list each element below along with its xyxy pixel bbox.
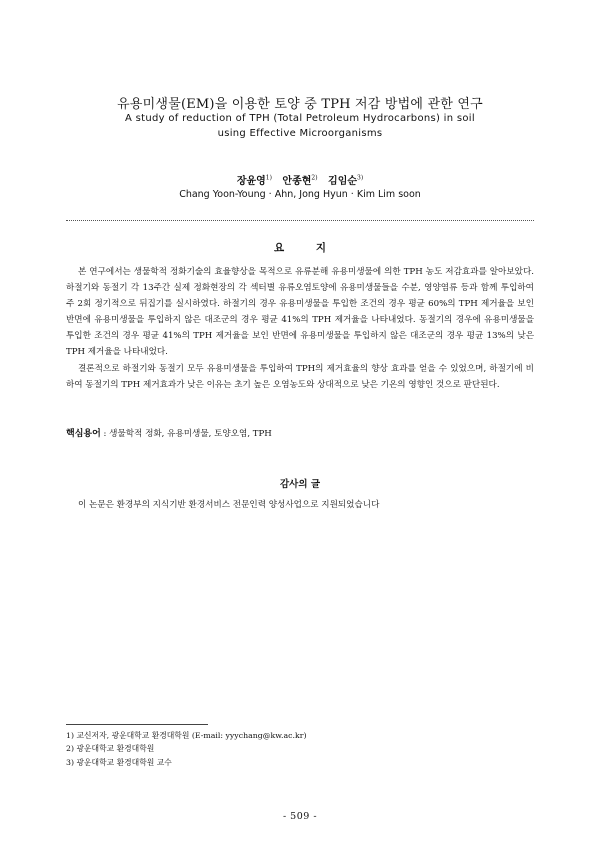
abstract-heading: 요 지 xyxy=(274,242,340,254)
author-name: 김임순 xyxy=(328,176,358,187)
footnote: 2) 광운대학교 환경대학원 xyxy=(66,744,155,754)
authors-english: Chang Yoon-Young · Ahn, Jong Hyun · Kim Lim soon xyxy=(179,189,421,200)
footnote: 1) 교신저자, 광운대학교 환경대학원 (E-mail: yyychang@kw.ac.kr) xyxy=(66,731,307,740)
author-name: 장윤영 xyxy=(236,176,266,187)
keywords-label: 핵심용어 xyxy=(66,429,101,439)
footnote: 3) 광운대학교 환경대학원 교수 xyxy=(66,757,172,767)
section-divider xyxy=(66,220,534,221)
keywords xyxy=(66,426,534,439)
page-number: - 509 - xyxy=(282,811,318,822)
paper-title-korean: 유용미생물(EM)을 이용한 토양 중 TPH 저감 방법에 관한 연구 xyxy=(117,97,483,112)
abstract-paragraph: 본 연구에서는 생물학적 정화기술의 효율향상을 목적으로 유류분해 유용미생물에 의한 TPH 농도 저감효과를 알아보았다. 하절기와 동절기 각 13주간 실제 정화현장의 각 섹터별 유류오염토양에 유용미생물들을 수분, 영양염류 등과 함께 투입하여 주 2회 정기적으로 뒤집기를 실시하였다. 하절기의 경우 유용미생물을 투입한 조건의 경우 평균 60%의 TPH 제거율을 보인 반면에 유용미생물을 투입하지 않은 대조군의 경우 평균 41%의 TPH 제거율을 나타내었다. 동절기의 경우에 유용미생물을 투입한 조건의 경우 평균 41%의 TPH 제거율을 보인 반면에 유용미생물을 투입하지 않은 대조군의 경우 평균 13%의 낮은 TPH 제거율을 나타내었다. xyxy=(66,267,534,358)
acknowledgement-body: 이 논문은 환경부의 지식기반 환경서비스 전문인력 양성사업으로 지원되었습니다 xyxy=(78,500,380,510)
abstract-paragraph: 결론적으로 하절기와 동절기 모두 유용미생물을 투입하여 TPH의 제거효율의 향상 효과를 얻을 수 있었으며, 하절기에 비하여 동절기의 TPH 제거효과가 낮은 이유는 초기 높은 오염농도와 상대적으로 낮은 기온의 영향인 것으로 판단된다. xyxy=(66,363,534,390)
keywords-list: 생물학적 정화, 유용미생물, 토양오염, TPH xyxy=(109,429,272,439)
footnotes xyxy=(66,729,534,769)
authors-korean xyxy=(0,172,600,187)
acknowledgement-heading: 감사의 글 xyxy=(279,479,320,490)
author-footnote-mark: 2) xyxy=(311,174,318,182)
footnote-rule xyxy=(66,724,208,725)
paper-title-english-line-1: A study of reduction of TPH (Total Petroleum Hydrocarbons) in soil xyxy=(125,113,475,124)
author-name: 안종현 xyxy=(282,176,312,187)
paper-title-english-line-2: using Effective Microorganisms xyxy=(217,128,383,139)
author-footnote-mark: 1) xyxy=(265,174,272,182)
keywords-separator: : xyxy=(100,429,110,439)
abstract-body xyxy=(66,264,534,393)
author-footnote-mark: 3) xyxy=(357,174,364,182)
